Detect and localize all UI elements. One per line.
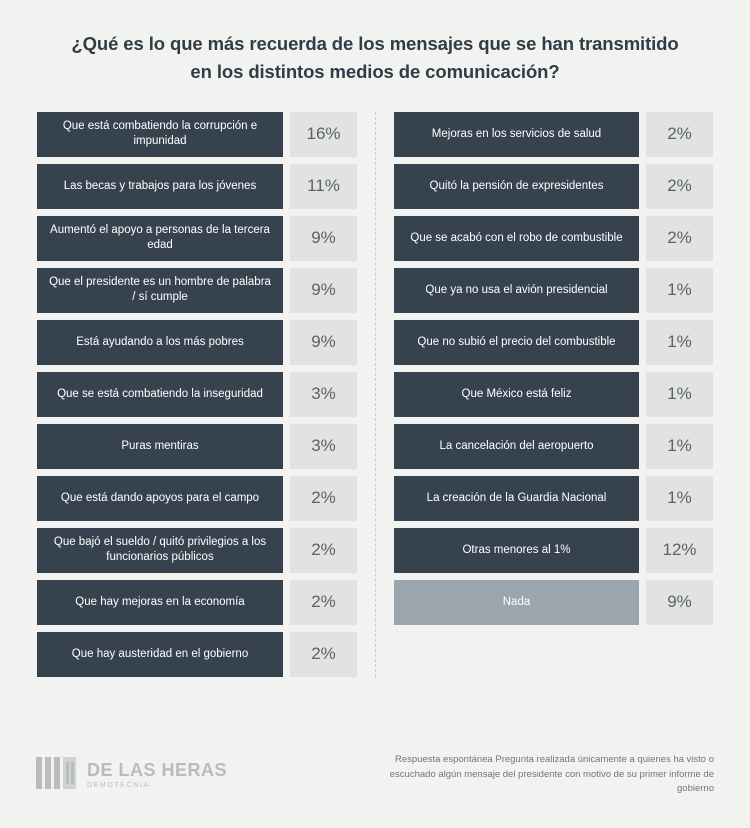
table-row: [394, 112, 713, 157]
answer-value: 2%: [290, 528, 357, 573]
answer-value: 2%: [646, 216, 713, 261]
brand-text: [87, 761, 227, 789]
brand-subtitle: DEMOTECNIA: [87, 782, 150, 789]
table-row: [394, 372, 713, 417]
answer-label: Que hay austeridad en el gobierno: [37, 632, 283, 677]
answer-label: Que bajó el sueldo / quitó privilegios a los funcionarios públicos: [37, 528, 283, 573]
results-column-left: [37, 112, 375, 677]
brand-name: DE LAS HERAS: [87, 760, 228, 780]
answer-label: Que se acabó con el robo de combustible: [394, 216, 639, 261]
answer-label: Que ya no usa el avión presidencial: [394, 268, 639, 313]
table-row: [394, 424, 713, 469]
answer-label: Que el presidente es un hombre de palabra / sí cumple: [37, 268, 283, 313]
answer-value: 9%: [646, 580, 713, 625]
answer-value: 12%: [646, 528, 713, 573]
table-row: [37, 164, 357, 209]
table-row: [394, 528, 713, 573]
answer-label: Quitó la pensión de expresidentes: [394, 164, 639, 209]
table-row: [394, 268, 713, 313]
answer-value: 1%: [646, 476, 713, 521]
table-row: [37, 112, 357, 157]
answer-label: Que está combatiendo la corrupción e impunidad: [37, 112, 283, 157]
table-row: [394, 476, 713, 521]
answer-label: Que hay mejoras en la economía: [37, 580, 283, 625]
answer-value: 9%: [290, 268, 357, 313]
table-row: [37, 476, 357, 521]
answer-label: Que México está feliz: [394, 372, 639, 417]
table-row: [37, 580, 357, 625]
answer-value: 2%: [290, 580, 357, 625]
table-row: [394, 580, 713, 625]
table-row: [37, 320, 357, 365]
table-row: [37, 372, 357, 417]
footer: [0, 732, 750, 828]
methodology-note: Respuesta espontánea Pregunta realizada únicamente a quienes ha visto o escuchado algún mensaje del presidente con motivo de su primer informe de gobierno: [389, 753, 714, 795]
page-title: ¿Qué es lo que más recuerda de los mensajes que se han transmitido en los distintos medios de comunicación?: [71, 33, 679, 82]
results-columns: [0, 112, 750, 677]
table-row: [37, 216, 357, 261]
answer-value: 11%: [290, 164, 357, 209]
answer-label: Las becas y trabajos para los jóvenes: [37, 164, 283, 209]
table-row: [37, 268, 357, 313]
answer-label: Puras mentiras: [37, 424, 283, 469]
answer-label: La cancelación del aeropuerto: [394, 424, 639, 469]
table-row: [394, 216, 713, 261]
table-row: [37, 632, 357, 677]
answer-label: Está ayudando a los más pobres: [37, 320, 283, 365]
table-row: [394, 164, 713, 209]
answer-value: 1%: [646, 320, 713, 365]
answer-label: La creación de la Guardia Nacional: [394, 476, 639, 521]
results-column-right: [375, 112, 713, 677]
answer-value: 2%: [290, 476, 357, 521]
brand-logo: [36, 753, 227, 798]
answer-value: 16%: [290, 112, 357, 157]
answer-label: Que está dando apoyos para el campo: [37, 476, 283, 521]
answer-value: 3%: [290, 424, 357, 469]
answer-label: Que no subió el precio del combustible: [394, 320, 639, 365]
table-row: [394, 320, 713, 365]
answer-value: 9%: [290, 320, 357, 365]
answer-label: Que se está combatiendo la inseguridad: [37, 372, 283, 417]
answer-value: 3%: [290, 372, 357, 417]
answer-label: Otras menores al 1%: [394, 528, 639, 573]
answer-value: 2%: [646, 164, 713, 209]
answer-value: 1%: [646, 372, 713, 417]
answer-label: Aumentó el apoyo a personas de la tercera edad: [37, 216, 283, 261]
answer-value: 1%: [646, 424, 713, 469]
table-row: [37, 528, 357, 573]
table-row: [37, 424, 357, 469]
answer-value: 1%: [646, 268, 713, 313]
answer-value: 2%: [646, 112, 713, 157]
answer-label: Nada: [394, 580, 639, 625]
answer-label: Mejoras en los servicios de salud: [394, 112, 639, 157]
logo-icon: [36, 753, 78, 798]
answer-value: 2%: [290, 632, 357, 677]
answer-value: 9%: [290, 216, 357, 261]
